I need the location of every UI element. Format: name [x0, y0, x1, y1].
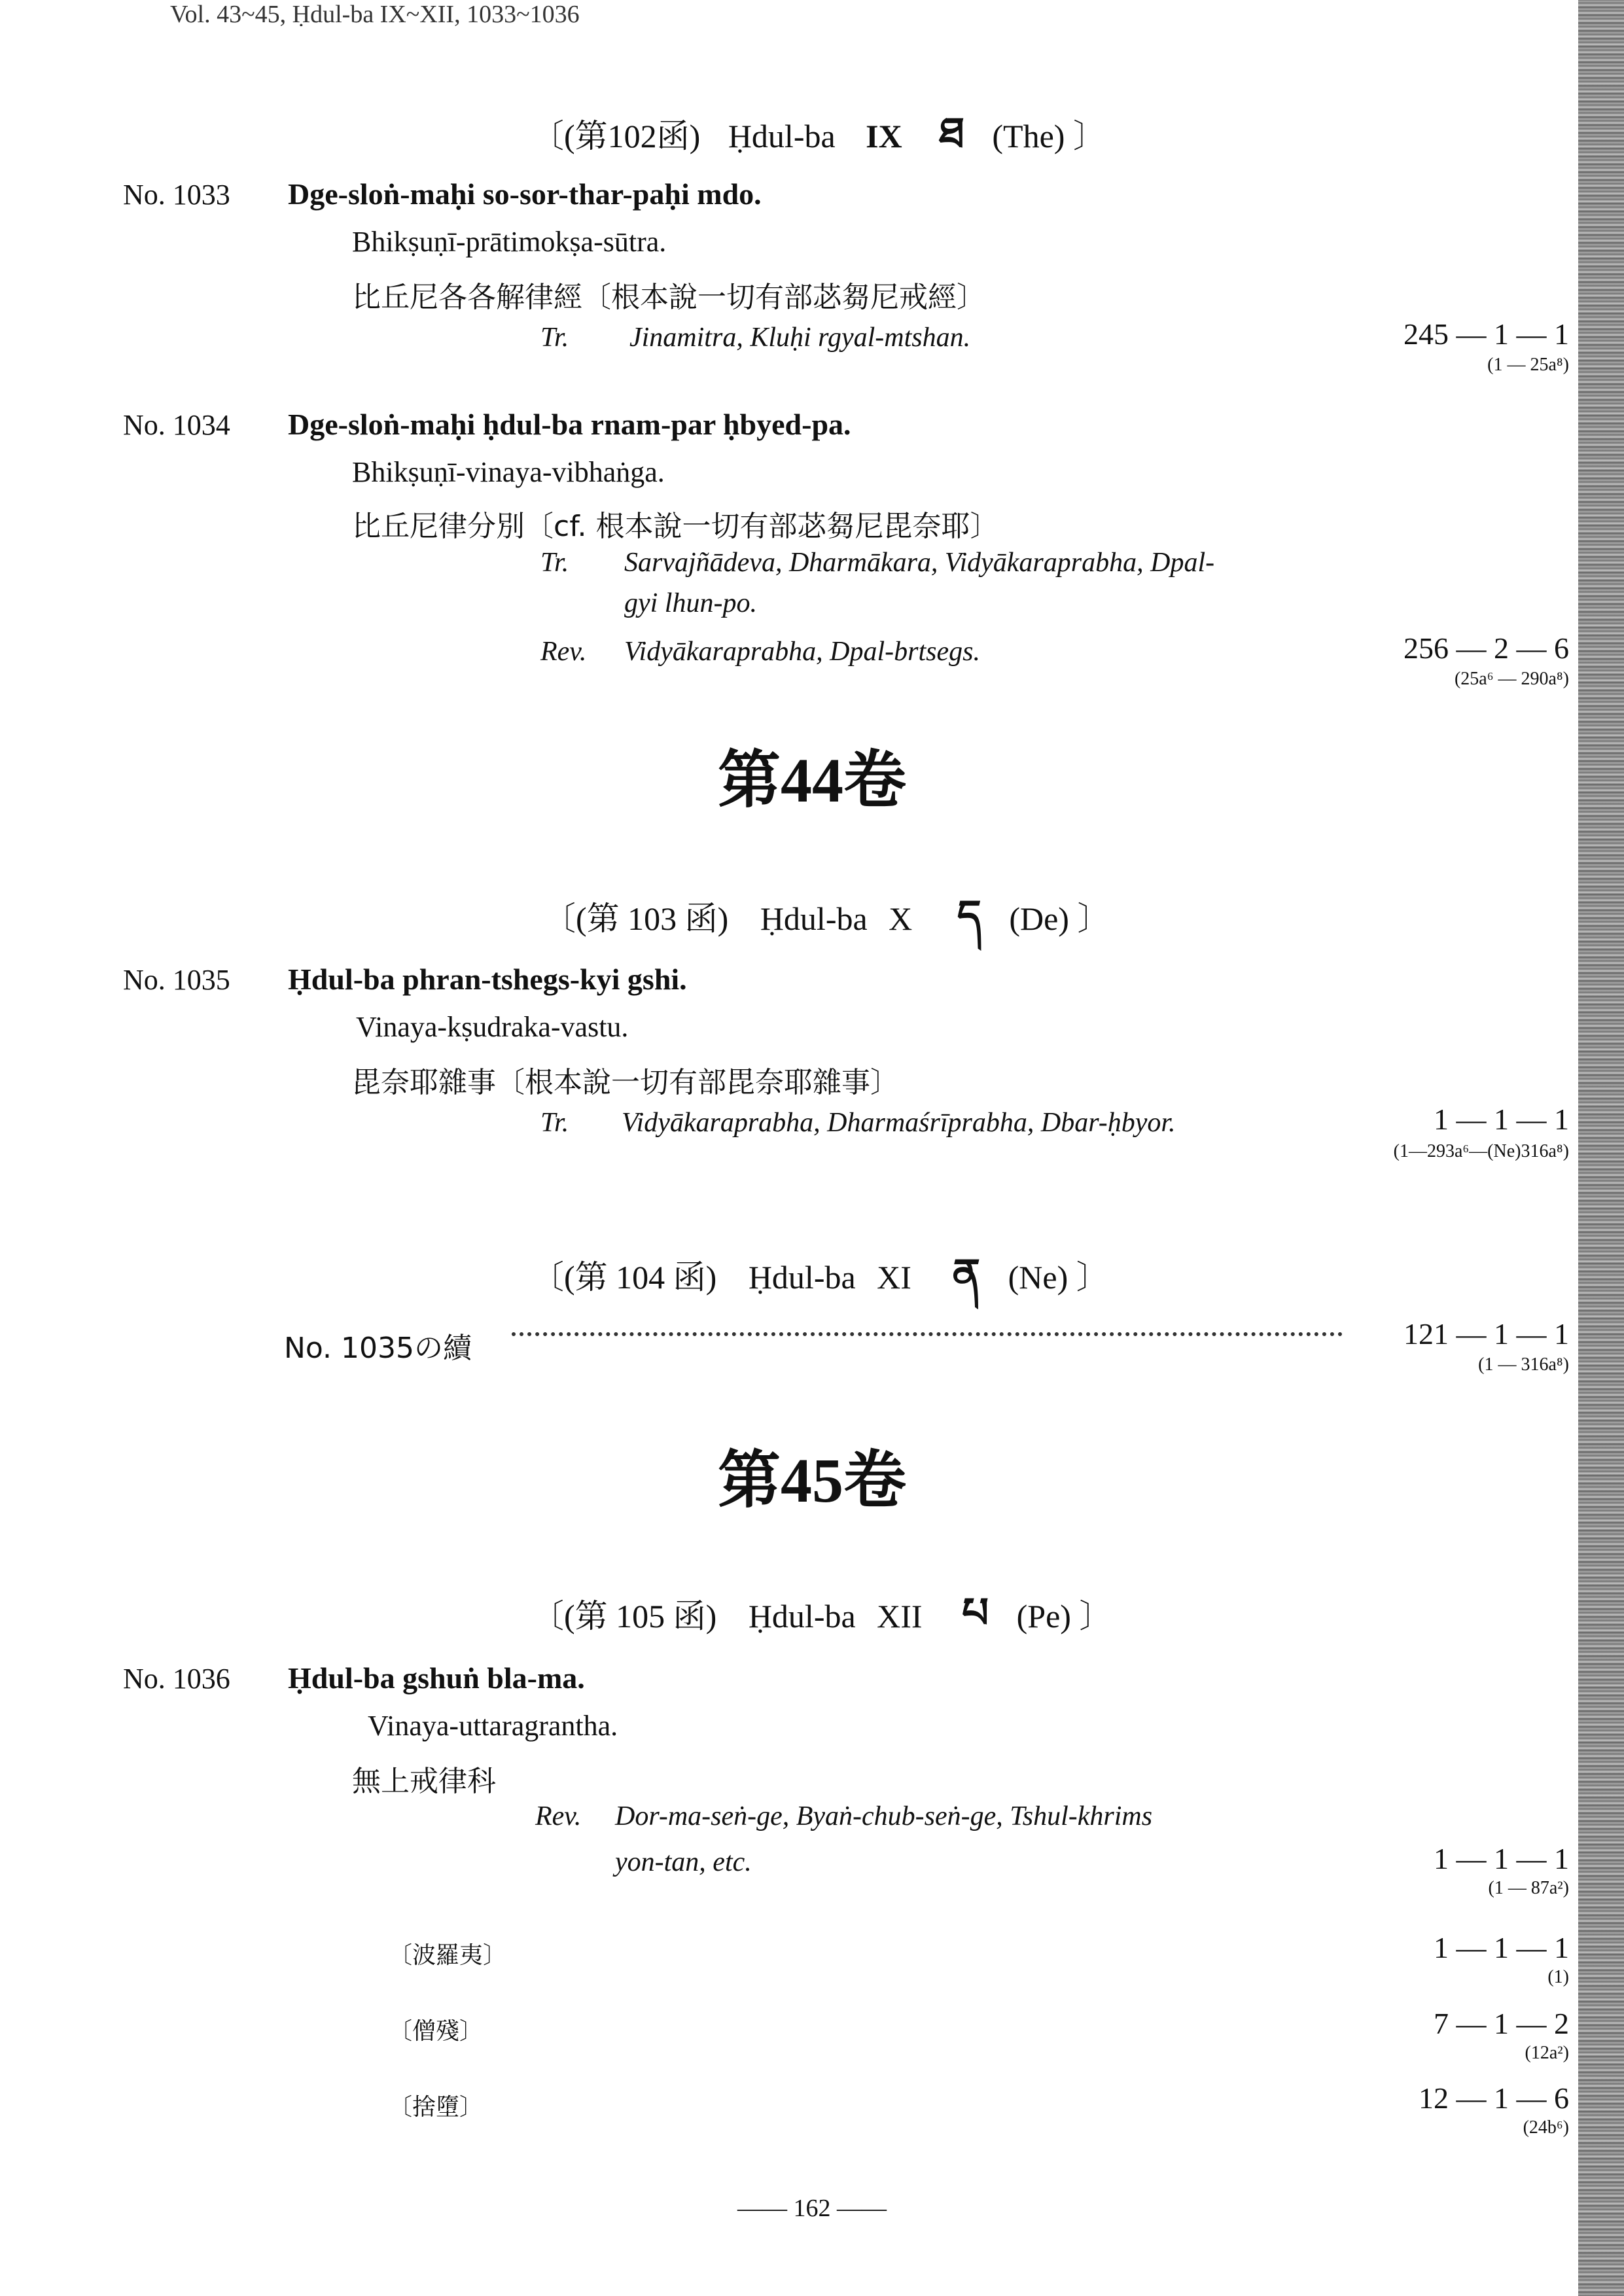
- reference-number: 1 — 1 — 1: [1434, 1103, 1569, 1136]
- reference-number: 1 — 1 — 1: [1434, 1842, 1569, 1875]
- folio-range: (1 — 87a²): [1488, 1878, 1569, 1898]
- fascicle-letter: (Pe): [1016, 1598, 1071, 1634]
- tibetan-letter: ན: [952, 1251, 981, 1298]
- fascicle-number: 〔(第 104 函): [531, 1259, 717, 1296]
- subsection-label: 〔波羅夷〕: [389, 1942, 507, 1969]
- reviser-names: Vidyākaraprabha, Dpal-brtsegs.: [624, 637, 981, 667]
- folio-range: (12a²): [1525, 2043, 1569, 2063]
- dotted-leader: [512, 1332, 1343, 1336]
- entry-number: No. 1036: [123, 1663, 230, 1695]
- fascicle-roman: XII: [877, 1598, 923, 1634]
- folio-range: (1): [1547, 1967, 1569, 1987]
- translator-label: Tr.: [540, 548, 569, 578]
- tibetan-letter: ད: [957, 892, 981, 939]
- sanskrit-title: Vinaya-kṣudraka-vastu.: [356, 1011, 629, 1043]
- fascicle-close: 〕: [1077, 900, 1110, 937]
- folio-range: (24b⁶): [1523, 2117, 1569, 2138]
- folio-range: (1—293a⁶—(Ne)316a⁸): [1393, 1141, 1569, 1161]
- tibetan-letter: པ: [962, 1590, 989, 1636]
- fascicle-close: 〕: [1079, 1598, 1112, 1634]
- entry-number: No. 1034: [123, 409, 230, 441]
- reference-number: 12 — 1 — 6: [1419, 2081, 1569, 2115]
- reviser-label: Rev.: [540, 637, 587, 667]
- entry-title: Ḥdul-ba phran-tshegs-kyi gshi.: [288, 963, 687, 996]
- fascicle-title: Ḥdul-ba: [748, 1598, 856, 1634]
- translator-names-cont: gyi lhun-po.: [624, 588, 757, 618]
- continuation-label: No. 1035の續: [284, 1332, 472, 1365]
- chinese-title: 比丘尼各各解律經〔根本說一切有部苾芻尼戒經〕: [352, 281, 985, 314]
- entry-number: No. 1033: [123, 179, 230, 211]
- entry-title: Ḥdul-ba gshuṅ bla-ma.: [288, 1661, 585, 1695]
- fascicle-letter: (Ne): [1008, 1259, 1068, 1296]
- reference-number: 256 — 2 — 6: [1403, 631, 1569, 665]
- fascicle-title: Ḥdul-ba: [748, 1259, 856, 1296]
- page-number: —— 162 ——: [737, 2195, 887, 2222]
- fascicle-number: 〔(第 105 函): [531, 1598, 717, 1634]
- fascicle-close: 〕: [1072, 118, 1106, 154]
- fascicle-roman: IX: [866, 118, 902, 154]
- folio-range: (25a⁶ — 290a⁸): [1454, 669, 1569, 689]
- entry-title: Dge-sloṅ-maḥi so-sor-thar-paḥi mdo.: [288, 177, 762, 211]
- volume-heading: 第44卷: [718, 745, 906, 815]
- subsection-label: 〔捨墮〕: [389, 2094, 484, 2121]
- reviser-label: Rev.: [535, 1801, 582, 1831]
- translator-names: Jinamitra, Kluḥi rgyal-mtshan.: [629, 323, 971, 353]
- translator-label: Tr.: [540, 323, 569, 353]
- entry-number: No. 1035: [123, 964, 230, 996]
- reviser-names: Dor-ma-seṅ-ge, Byaṅ-chub-seṅ-ge, Tshul-khrims: [615, 1801, 1153, 1831]
- folio-range: (1 — 316a⁸): [1478, 1354, 1569, 1375]
- reference-number: 121 — 1 — 1: [1403, 1317, 1569, 1351]
- entry-title: Dge-sloṅ-maḥi ḥdul-ba rnam-par ḥbyed-pa.: [288, 408, 851, 441]
- fascicle-heading-104: [531, 1227, 1109, 1345]
- volume-heading: 第45卷: [718, 1445, 906, 1515]
- fascicle-title: Ḥdul-ba: [728, 118, 836, 154]
- reference-number: 245 — 1 — 1: [1403, 317, 1569, 351]
- chinese-title: 無上戒律科: [352, 1765, 496, 1798]
- reviser-names-cont: yon-tan, etc.: [615, 1847, 752, 1877]
- chinese-title: 比丘尼律分別〔cf. 根本說一切有部苾芻尼毘奈耶〕: [352, 510, 999, 543]
- sanskrit-title: Bhikṣuṇī-prātimokṣa-sūtra.: [352, 226, 667, 258]
- fascicle-close: 〕: [1076, 1259, 1109, 1296]
- fascicle-letter: (The): [992, 118, 1065, 154]
- chinese-title: 毘奈耶雜事〔根本說一切有部毘奈耶雜事〕: [352, 1066, 899, 1099]
- sanskrit-title: Vinaya-uttaragrantha.: [368, 1710, 618, 1742]
- fascicle-number: 〔(第102函): [531, 118, 701, 154]
- translator-label: Tr.: [540, 1108, 569, 1138]
- tibetan-letter: ཐ: [939, 110, 964, 156]
- subsection-label: 〔僧殘〕: [389, 2018, 484, 2045]
- fascicle-roman: XI: [877, 1259, 911, 1296]
- scanned-page-edge: [1578, 0, 1624, 2296]
- reference-number: 7 — 1 — 2: [1434, 2007, 1569, 2040]
- translator-names: Vidyākaraprabha, Dharmaśrīprabha, Dbar-ḥbyor.: [622, 1108, 1176, 1138]
- running-header: Vol. 43~45, Ḥdul-ba IX~XII, 1033~1036: [170, 1, 580, 26]
- translator-names: Sarvajñādeva, Dharmākara, Vidyākaraprabha, Dpal-: [624, 548, 1215, 578]
- reference-number: 1 — 1 — 1: [1434, 1931, 1569, 1964]
- sanskrit-title: Bhikṣuṇī-vinaya-vibhaṅga.: [352, 456, 665, 488]
- fascicle-heading-105: [531, 1566, 1112, 1684]
- fascicle-number: 〔(第 103 函): [543, 900, 729, 937]
- fascicle-letter: (De): [1009, 900, 1069, 937]
- fascicle-title: Ḥdul-ba: [760, 900, 868, 937]
- fascicle-roman: X: [889, 900, 913, 937]
- folio-range: (1 — 25a⁸): [1487, 355, 1569, 375]
